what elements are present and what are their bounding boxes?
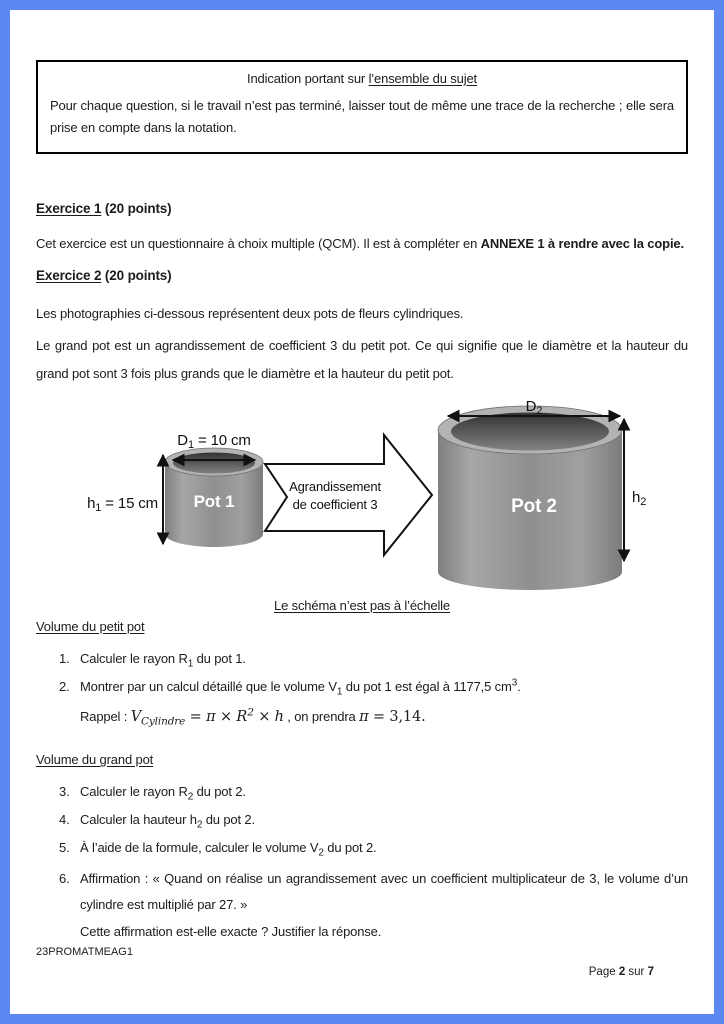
pot2-opening [451, 413, 609, 451]
question-2-number: 2. [59, 679, 70, 694]
exercise1-body: Cet exercice est un questionnaire à choix multiple (QCM). Il est à compléter en ANNEXE 1 à rendre avec la copie. [36, 236, 684, 251]
page-separator: sur [625, 966, 648, 978]
notice-title-prefix: Indication portant sur [246, 71, 369, 86]
exercise2-points: (20 points) [101, 268, 172, 283]
enlargement-arrow [265, 435, 432, 555]
exercise1-heading [36, 200, 688, 217]
exercise2-para1: Les photographies ci-dessous représentent deux pots de fleurs cylindriques. [36, 306, 464, 321]
pot2-diameter-label: $D_2$ [525, 398, 543, 417]
small-pot-questions [36, 649, 688, 696]
question-3-text: Calculer le rayon $R_2$ du pot 2. [80, 784, 246, 803]
question-5 [59, 838, 688, 857]
exercise2-para2: Le grand pot est un agrandissement de coefficient 3 du petit pot. Ce qui signifie que le diamètre et la hauteur du grand pot sont 3 fois plus grands que le diamètre et la hauteur du petit pot. [36, 338, 688, 381]
page-current: 2 [618, 966, 626, 978]
enlargement-arrow-text-line1: Agrandissement [289, 479, 381, 494]
question-3-number: 3. [59, 784, 70, 799]
question-4-text: Calculer la hauteur $h_2$ du pot 2. [80, 812, 255, 831]
question-5-text: À l’aide de la formule, calculer le volume $V_2$ du pot 2. [80, 840, 377, 859]
big-pot-heading: Volume du grand pot [36, 752, 154, 767]
pot1-diameter-label: $D_1 = 10$ cm [177, 432, 251, 451]
pot2-height-label: $h_2$ [632, 489, 647, 508]
question-4-number: 4. [59, 812, 70, 827]
exercise1-title: Exercice 1 [36, 201, 102, 216]
big-pot-questions [36, 782, 688, 918]
question-6 [59, 866, 688, 918]
document-code: 23PROMATMEAG1 [36, 946, 133, 958]
pots-diagram [36, 388, 688, 595]
question-1 [59, 649, 688, 668]
exercise2-heading [36, 267, 688, 284]
small-pot-heading: Volume du petit pot [36, 619, 145, 634]
question-3 [59, 782, 688, 801]
enlargement-arrow-text-line2: de coefficient 3 [292, 497, 378, 512]
notice-title [50, 69, 674, 89]
page-total: 7 [647, 966, 654, 978]
pot1-label: Pot 1 [193, 492, 235, 511]
pot1-opening [173, 453, 255, 474]
formula-reminder: Rappel : $V_{Cylindre} = \pi \times R^2 \times h$ , on prendra π = 3,14. [80, 706, 426, 728]
question-6-followup: Cette affirmation est-elle exacte ? Justifier la réponse. [80, 924, 382, 939]
scale-note: Le schéma n’est pas à l’échelle [273, 598, 450, 613]
question-5-number: 5. [59, 840, 70, 855]
exercise1-points: (20 points) [101, 201, 172, 216]
pot1-height-label: $h_1 = 15$ cm [87, 495, 158, 514]
pot2-figure [438, 406, 622, 590]
notice-title-underlined: l’ensemble du sujet [368, 71, 477, 86]
question-1-text: Calculer le rayon $R_1$ du pot 1. [80, 651, 246, 670]
exercise2-title: Exercice 2 [36, 268, 102, 283]
question-2-text: Montrer par un calcul détaillé que le volume $V_1$ du pot 1 est égal à 1177,5 $cm^3$. [80, 677, 521, 698]
pot1-figure [165, 448, 263, 547]
notice-body: Pour chaque question, si le travail n’est pas terminé, laisser tout de même une trace de la recherche ; elle sera prise en compte dans la notation. [50, 98, 674, 135]
question-6-text: Affirmation : « Quand on réalise un agrandissement avec un coefficient multiplicateur de 3, le volume d’un cylindre est multiplié par 27. » [80, 871, 688, 912]
page-content [10, 60, 714, 941]
question-4 [59, 810, 688, 829]
question-2 [59, 677, 688, 696]
page-label: Page [588, 966, 619, 978]
notice-box [36, 60, 688, 154]
question-6-number: 6. [59, 871, 70, 886]
question-1-number: 1. [59, 651, 70, 666]
pot2-label: Pot 2 [511, 496, 557, 517]
page-number [589, 966, 654, 978]
